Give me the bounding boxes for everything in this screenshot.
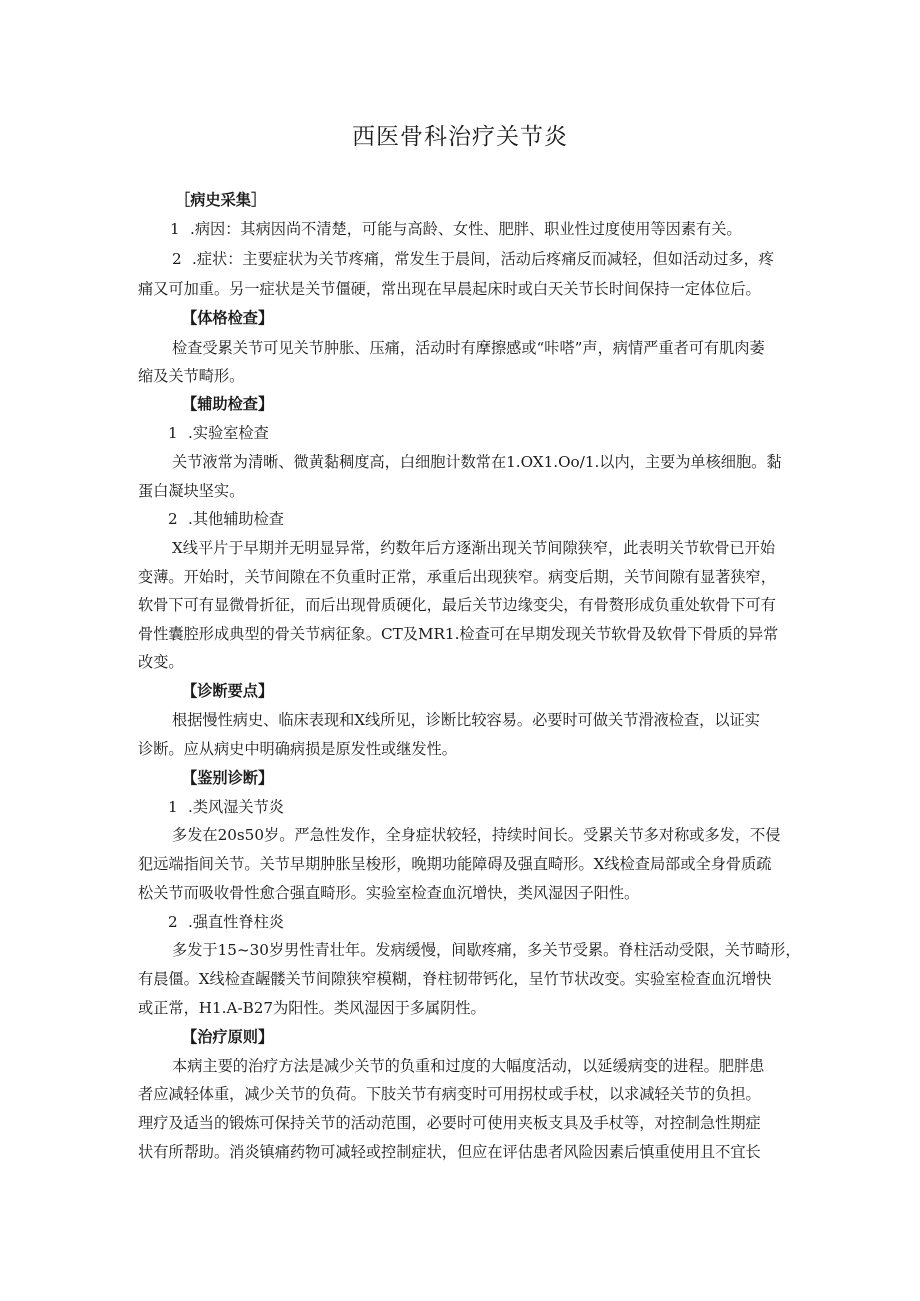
section-heading-history: ［病史采集］ [175,191,267,209]
differential-item-2-title [168,912,284,932]
item-number: 1 [168,798,178,816]
paragraph-line: 诊断。应从病史中明确病损是原发性或继发性。 [138,740,457,758]
paragraph-line: 痛又可加重。另一症状是关节僵硬，常出现在早晨起床时或白天关节长时间保持一定体位后。 [138,280,761,298]
differential-item-1-title [168,797,284,817]
paragraph-line: 多发在20s50岁。严急性发作，全身症状较轻，持续时间长。受累关节多对称或多发，不侵 [172,826,781,844]
history-item-2 [172,249,774,269]
auxiliary-item-1-title [168,423,269,443]
paragraph-line: 检查受累关节可见关节肿胀、压痛，活动时有摩擦感或“咔嗒”声，病情严重者可有肌肉萎 [172,339,765,357]
paragraph-line: 或正常，H1.A-B27为阳性。类风湿因于多属阴性。 [138,999,486,1017]
section-heading-auxiliary: 【辅助检查】 [182,395,274,413]
paragraph-line: 关节液常为清晰、微黄黏稠度高，白细胞计数常在1.OX1.Oo/1.以内，主要为单核细胞。黏 [172,453,782,471]
paragraph-line: 变薄。开始时，关节间隙在不负重时正常，承重后出现狭窄。病变后期，关节间隙有显著狭窄， [138,568,776,586]
item-number: 2 [168,510,178,528]
item-number: 2 [168,913,178,931]
item-text: .其他辅助检查 [188,510,284,528]
paragraph-line: 有晨僵。X线检查龌髅关节间隙狭窄模糊，脊柱韧带钙化，呈竹节状改变。实验室检查血沉增快 [138,970,772,988]
section-heading-treatment: 【治疗原则】 [182,1028,274,1046]
paragraph-line: 根据慢性病史、临床表现和X线所见，诊断比较容易。必要时可做关节滑液检查，以证实 [172,711,760,729]
item-number: 1 [168,424,178,442]
section-heading-differential: 【鉴别诊断】 [182,769,274,787]
paragraph-line: 改变。 [138,653,184,671]
paragraph-line: X线平片于早期并无明显异常，约数年后方逐渐出现关节间隙狭窄，此表明关节软骨已开始 [172,539,776,557]
history-item-1 [170,219,742,239]
section-heading-physical: 【体格检查】 [182,309,274,327]
section-heading-diagnosis: 【诊断要点】 [182,682,274,700]
auxiliary-item-2-title [168,509,284,529]
item-number: 1 [170,220,180,238]
paragraph-line: 软骨下可有显微骨折征，而后出现骨质硬化，最后关节边缘变尖，有骨赘形成负重处软骨下可有 [138,596,776,614]
paragraph-line: 理疗及适当的锻炼可保持关节的活动范围，必要时可使用夹板支具及手杖等，对控制急性期症 [138,1114,761,1132]
paragraph-line: 松关节而吸收骨性愈合强直畸形。实验室检查血沉增快，类风湿因子阳性。 [138,884,640,902]
paragraph-line: 蛋白凝块坚实。 [138,482,245,500]
item-text: .病因：其病因尚不清楚，可能与高龄、女性、肥胖、职业性过度使用等因素有关。 [190,220,742,238]
item-text: .强直性脊柱炎 [188,913,284,931]
item-number: 2 [172,250,182,268]
paragraph-line: 本病主要的治疗方法是减少关节的负重和过度的大幅度活动，以延缓病变的进程。肥胖患 [172,1057,765,1075]
document-title: 西医骨科治疗关节炎 [352,124,568,150]
item-text: .类风湿关节炎 [188,798,284,816]
paragraph-line: 犯远端指间关节。关节早期肿胀呈梭形，晚期功能障碍及强直畸形。X线检查局部或全身骨质疏 [138,855,772,873]
paragraph-line: 者应减轻体重，减少关节的负荷。下肢关节有病变时可用拐杖或手杖，以求减轻关节的负担。 [138,1085,761,1103]
paragraph-line: 状有所帮助。消炎镇痛药物可减轻或控制症状，但应在评估患者风险因素后慎重使用且不宜长 [138,1143,761,1161]
item-text: .实验室检查 [188,424,269,442]
paragraph-line: 多发于15~30岁男性青壮年。发病缓慢，间歇疼痛，多关节受累。脊柱活动受限，关节畸形， [172,941,801,959]
paragraph-line: 缩及关节畸形。 [138,367,245,385]
paragraph-line: 骨性囊腔形成典型的骨关节病征象。CT及MR1.检查可在早期发现关节软骨及软骨下骨质的异常 [138,625,779,643]
item-text: .症状：主要症状为关节疼痛，常发生于晨间，活动后疼痛反而减轻，但如活动过多，疼 [192,250,774,268]
